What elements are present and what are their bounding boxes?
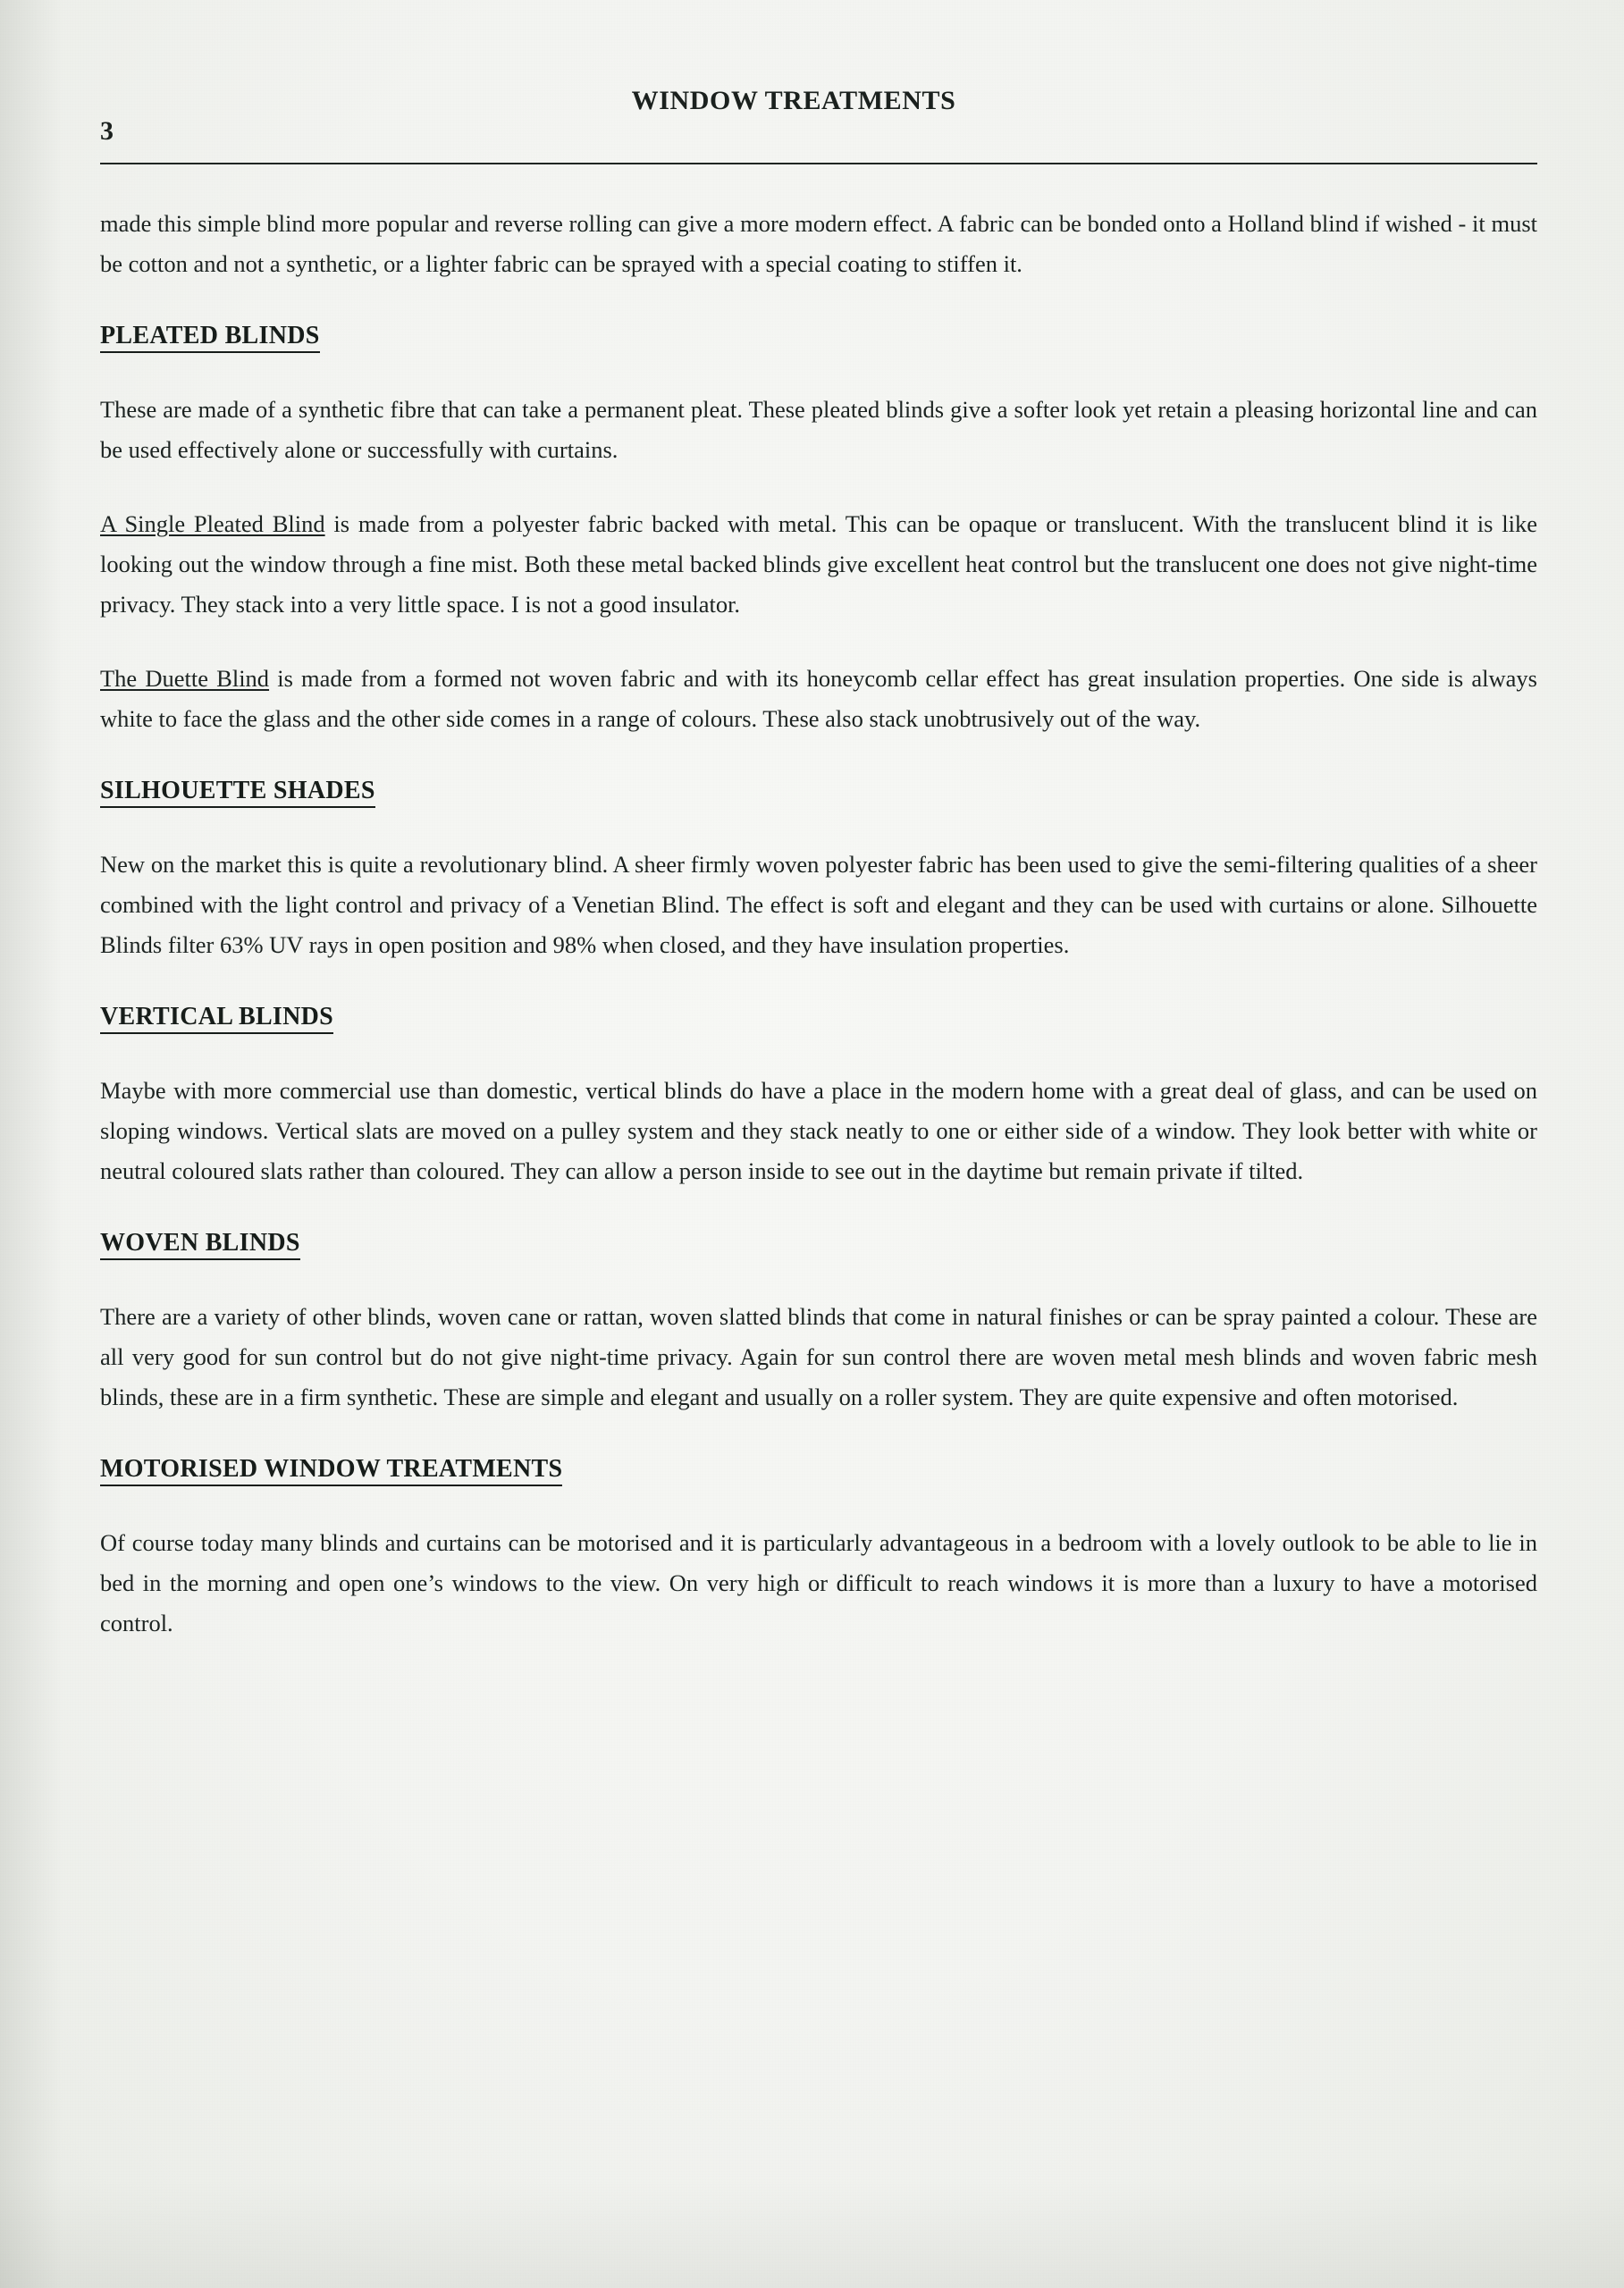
document-body — [100, 204, 1537, 1644]
intro-paragraph: made this simple blind more popular and reverse rolling can give a more modern effect. A fabric can be bonded onto a Holland blind if wished - it must be cotton and not a synthetic, or a lighter fabric can be sprayed with a special coating to stiffen it. — [100, 210, 1537, 277]
paragraph-lead-in: The Duette Blind — [100, 665, 270, 692]
section-heading — [100, 999, 1537, 1035]
paragraph-text: is made from a polyester fabric backed with metal. This can be opaque or translucent. With the translucent blind it is like looking out the window through a fine mist. Both these metal backed blinds give excellent heat control but the translucent one does not give night-time privacy. They stack into a very little space. I is not a good insulator. — [100, 510, 1537, 618]
section-heading-label: MOTORISED WINDOW TREATMENTS — [100, 1455, 562, 1486]
body-paragraph — [100, 1071, 1537, 1191]
body-paragraph — [100, 845, 1537, 965]
body-paragraph — [100, 659, 1537, 739]
section-heading-label: SILHOUETTE SHADES — [100, 777, 375, 808]
paragraph-text: New on the market this is quite a revolutionary blind. A sheer firmly woven polyester fabric has been used to give the semi-filtering qualities of a sheer combined with the light control and privacy of a Venetian Blind. The effect is soft and elegant and they can be used with curtains or alone. Silhouette Blinds filter 63% UV rays in open position and 98% when closed, and they have insulation properties. — [100, 851, 1537, 958]
body-paragraph — [100, 390, 1537, 470]
paragraph-text: There are a variety of other blinds, woven cane or rattan, woven slatted blinds that come in natural finishes or can be spray painted a colour. These are all very good for sun control but do not give night-time privacy. Again for sun control there are woven metal mesh blinds and woven fabric mesh blinds, these are in a firm synthetic. These are simple and elegant and usually on a roller system. They are quite expensive and often motorised. — [100, 1303, 1537, 1410]
section-heading-label: WOVEN BLINDS — [100, 1229, 300, 1260]
paragraph-text: Of course today many blinds and curtains can be motorised and it is particularly advantageous in a bedroom with a lovely outlook to be able to lie in bed in the morning and open one’s windows to the view. On very high or difficult to reach windows it is more than a luxury to have a motorised control. — [100, 1529, 1537, 1636]
body-paragraph — [100, 1523, 1537, 1644]
section-heading — [100, 1225, 1537, 1261]
header-rule-divider — [100, 163, 1537, 164]
paragraph-lead-in: A Single Pleated Blind — [100, 510, 325, 537]
section-heading — [100, 1451, 1537, 1487]
paragraph-text: is made from a formed not woven fabric and with its honeycomb cellar effect has great insulation properties. One side is always white to face the glass and the other side comes in a range of colours. These also stack unobtrusively out of the way. — [100, 665, 1537, 732]
page-number: 3 — [100, 116, 114, 146]
body-paragraph — [100, 504, 1537, 625]
paragraph-text: Maybe with more commercial use than domestic, vertical blinds do have a place in the modern home with a great deal of glass, and can be used on sloping windows. Vertical slats are moved on a pulley system and they stack neatly to one or either side of a window. They look better with white or neutral coloured slats rather than coloured. They can allow a person inside to see out in the daytime but remain private if tilted. — [100, 1077, 1537, 1184]
page-content-column — [100, 0, 1537, 1636]
section-heading — [100, 318, 1537, 354]
page-title: WINDOW TREATMENTS — [631, 86, 956, 115]
section-heading-label: PLEATED BLINDS — [100, 322, 320, 353]
paragraph-text: These are made of a synthetic fibre that can take a permanent pleat. These pleated blinds give a softer look yet retain a pleasing horizontal line and can be used effectively alone or successfully with curtains. — [100, 396, 1537, 463]
section-heading — [100, 773, 1537, 809]
section-heading-label: VERTICAL BLINDS — [100, 1003, 333, 1034]
body-paragraph — [100, 1297, 1537, 1417]
running-head — [100, 0, 1537, 146]
